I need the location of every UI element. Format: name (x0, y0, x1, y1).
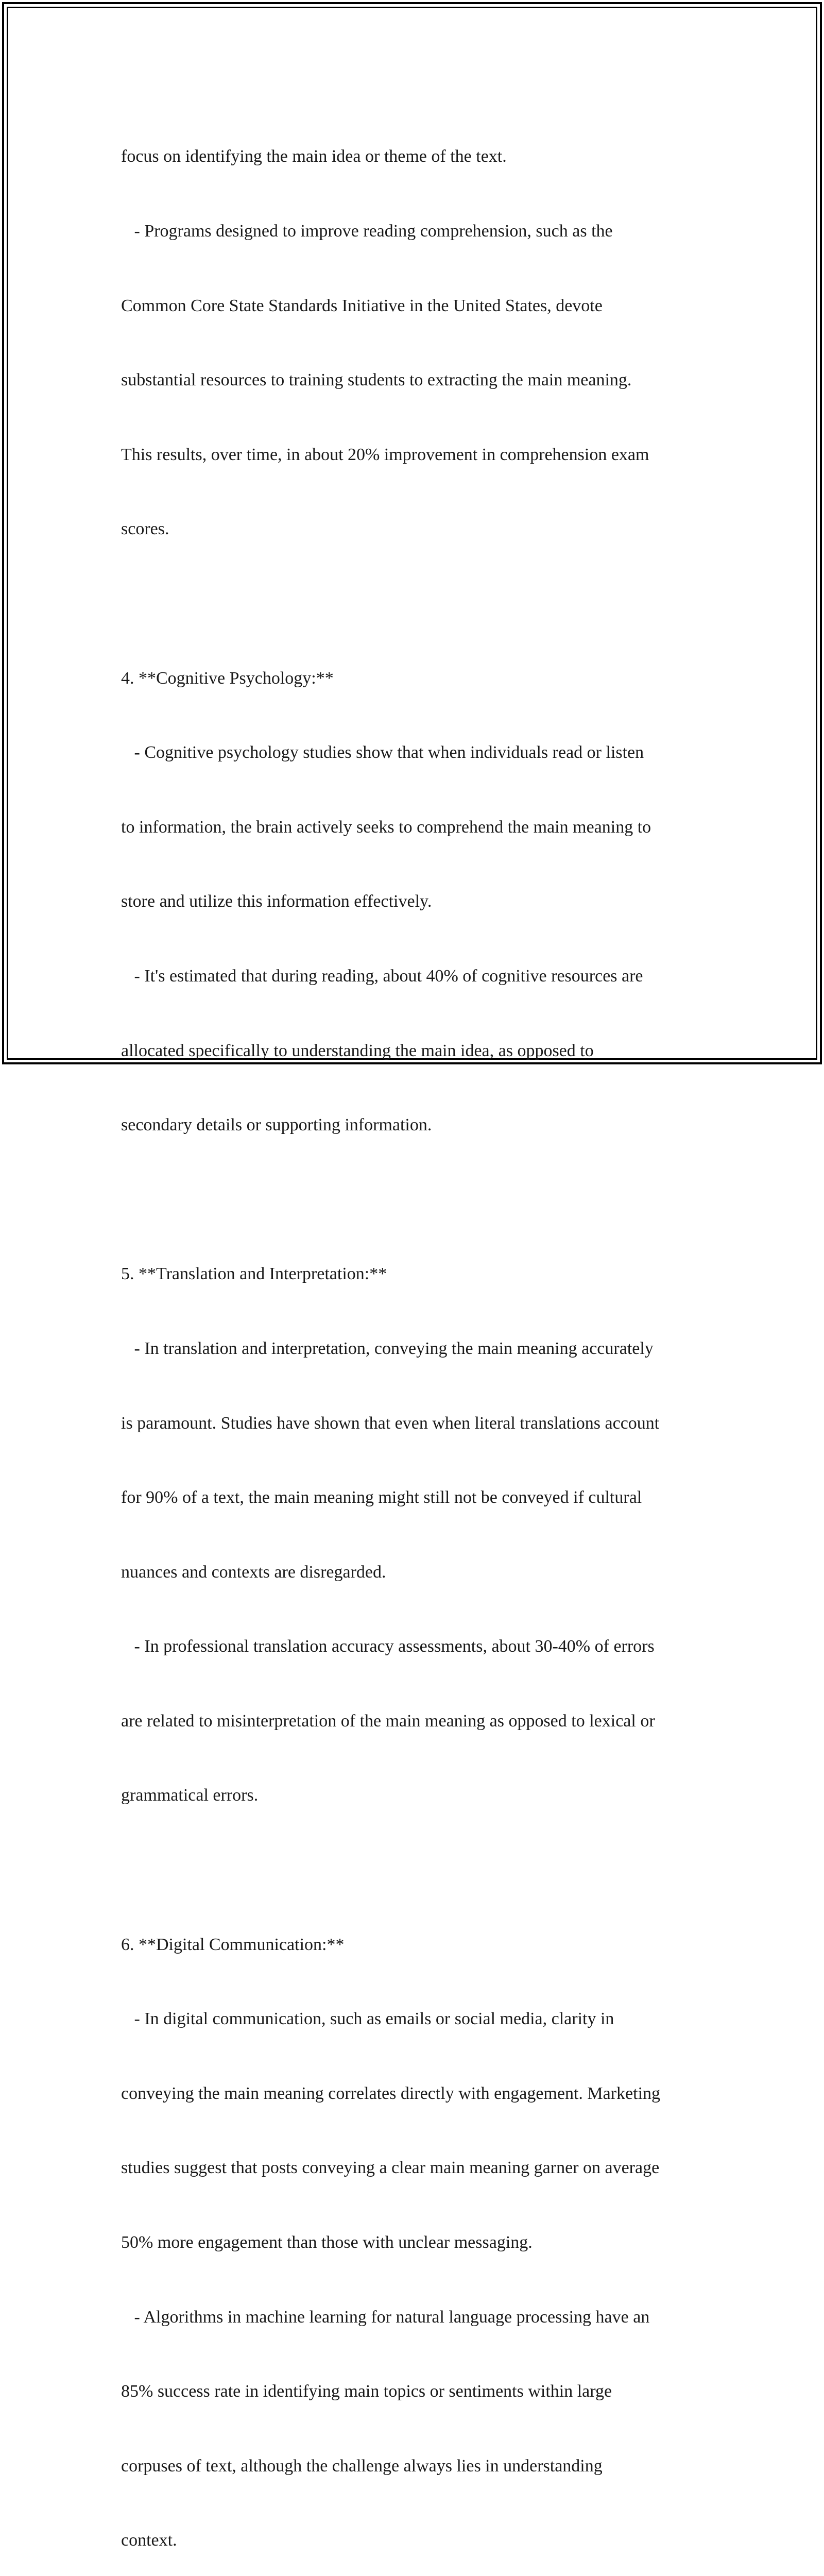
text-line: 50% more engagement than those with unclear messaging. (121, 2233, 533, 2252)
text-line: is paramount. Studies have shown that even when literal translations account (121, 1413, 660, 1433)
blank-line (121, 1858, 718, 1883)
section-heading-digital-communication: 6. **Digital Communication:** (121, 1935, 345, 1954)
document-body (121, 95, 718, 2576)
section-heading-translation-interpretation: 5. **Translation and Interpretation:** (121, 1264, 387, 1284)
text-line: conveying the main meaning correlates directly with engagement. Marketing (121, 2083, 661, 2103)
text-line: grammatical errors. (121, 1786, 259, 1805)
text-line: corpuses of text, although the challenge always lies in understanding (121, 2456, 603, 2476)
text-line: - In professional translation accuracy assessments, about 30-40% of errors (121, 1637, 655, 1656)
text-line: - In digital communication, such as emails or social media, clarity in (121, 2009, 614, 2029)
text-line: secondary details or supporting information. (121, 1115, 432, 1135)
text-line: are related to misinterpretation of the main meaning as opposed to lexical or (121, 1711, 655, 1731)
text-line: for 90% of a text, the main meaning might still not be conveyed if cultural (121, 1488, 642, 1507)
text-line: 85% success rate in identifying main topics or sentiments within large (121, 2382, 612, 2401)
text-line: This results, over time, in about 20% improvement in comprehension exam (121, 445, 649, 464)
text-line: focus on identifying the main idea or theme of the text. (121, 147, 507, 166)
text-line: - It's estimated that during reading, about 40% of cognitive resources are (121, 966, 643, 986)
blank-line (121, 1188, 718, 1212)
blank-line (121, 591, 718, 616)
text-line: studies suggest that posts conveying a clear main meaning garner on average (121, 2158, 660, 2178)
text-line: allocated specifically to understanding the main idea, as opposed to (121, 1041, 594, 1060)
text-line: store and utilize this information effectively. (121, 892, 432, 911)
text-line: Common Core State Standards Initiative in the United States, devote (121, 296, 603, 315)
text-line: substantial resources to training students to extracting the main meaning. (121, 370, 632, 390)
text-line: context. (121, 2531, 177, 2550)
section-heading-cognitive-psychology: 4. **Cognitive Psychology:** (121, 668, 334, 688)
text-line: nuances and contexts are disregarded. (121, 1562, 386, 1582)
text-line: - In translation and interpretation, conveying the main meaning accurately (121, 1338, 654, 1358)
text-line: to information, the brain actively seeks to comprehend the main meaning to (121, 817, 651, 837)
text-line: - Programs designed to improve reading comprehension, such as the (121, 222, 613, 241)
text-line: scores. (121, 519, 169, 539)
text-line: - Algorithms in machine learning for natural language processing have an (121, 2307, 650, 2327)
text-line: - Cognitive psychology studies show that when individuals read or listen (121, 743, 644, 762)
